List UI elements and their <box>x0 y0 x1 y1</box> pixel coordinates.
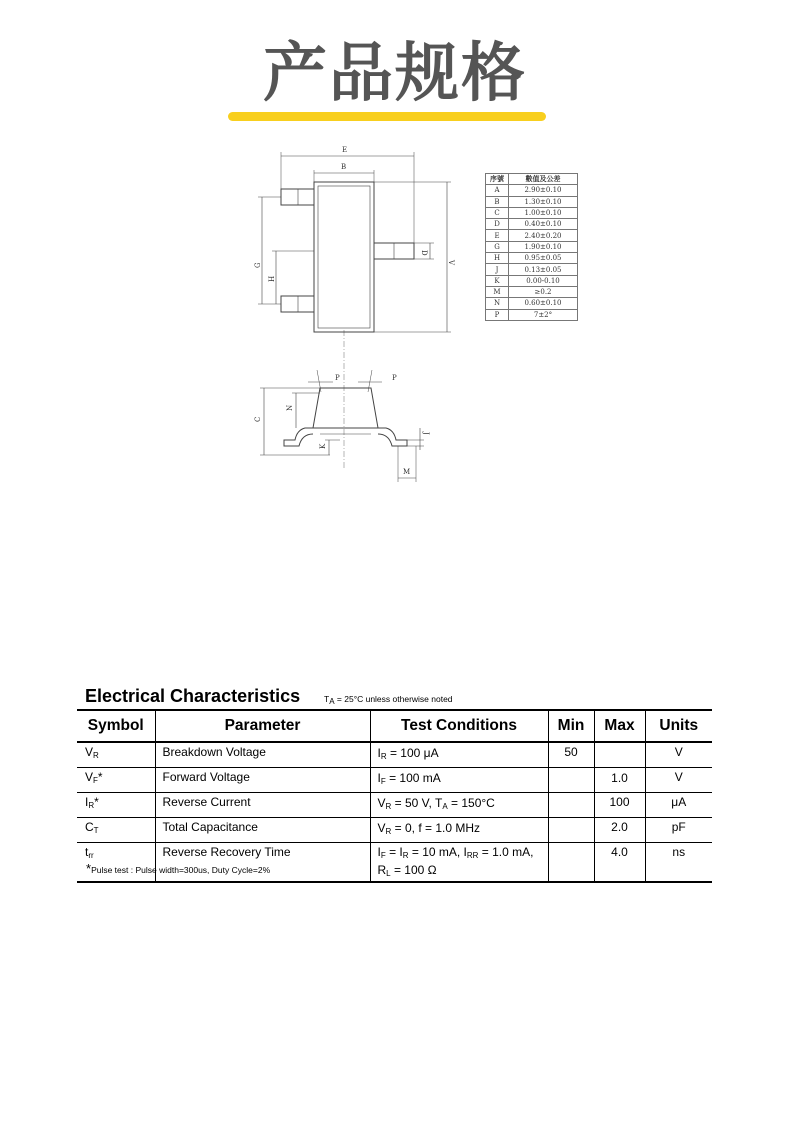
symbol-subscript: T <box>93 826 99 835</box>
symbol-letter: I <box>85 795 89 809</box>
dim-label-N: N <box>286 404 294 411</box>
package-body-top <box>314 182 374 332</box>
lead-side-right <box>378 428 407 446</box>
symbol-suffix: * <box>97 770 103 784</box>
lead-side-left <box>284 428 313 446</box>
dim-label-B: B <box>341 163 347 171</box>
symbol-cell <box>77 818 155 843</box>
table-row <box>486 207 578 218</box>
condition-text: = 50 V, T <box>391 796 443 810</box>
min-cell <box>548 818 594 843</box>
lead-left-bottom <box>281 296 314 312</box>
condition-var: I <box>377 771 381 785</box>
condition-subscript: F <box>380 777 386 786</box>
title-underline-bar <box>228 112 546 121</box>
package-body-side <box>313 388 378 428</box>
min-cell: 50 <box>548 742 594 768</box>
dim-label-D: D <box>420 250 428 256</box>
conditions-cell <box>370 843 548 883</box>
dim-label-H: H <box>268 275 276 282</box>
dimension-key: B <box>486 196 509 207</box>
dimension-key: G <box>486 241 509 252</box>
table-row <box>486 230 578 241</box>
header-parameter: Parameter <box>155 710 370 742</box>
max-cell: 100 <box>594 793 645 818</box>
parameter-cell: Total Capacitance <box>155 818 370 843</box>
dimension-key: A <box>486 185 509 196</box>
dimension-value: 1.30±0.10 <box>509 196 578 207</box>
condition-text: = I <box>385 845 403 859</box>
dim-label-P-left: P <box>335 374 340 382</box>
table-row <box>486 196 578 207</box>
conditions-cell <box>370 793 548 818</box>
dim-label-C: C <box>254 416 262 422</box>
condition-text: = 1.0 mA, <box>478 845 534 859</box>
dimension-value: 0.40±0.10 <box>509 219 578 230</box>
note-subscript: A <box>329 697 335 706</box>
symbol-letter: t <box>85 845 89 859</box>
dimension-value: 0.13±0.05 <box>509 264 578 275</box>
min-cell <box>548 843 594 883</box>
dim-label-K: K <box>319 443 327 449</box>
pulse-test-footnote <box>86 861 270 876</box>
dim-label-M: M <box>403 468 411 476</box>
dimension-value: 0.95±0.05 <box>509 253 578 264</box>
dimension-value: 7±2° <box>509 309 578 320</box>
min-cell <box>548 768 594 793</box>
max-cell: 1.0 <box>594 768 645 793</box>
table-row <box>77 793 712 818</box>
dimension-value: 2.90±0.10 <box>509 185 578 196</box>
condition-subscript: RR <box>466 851 479 860</box>
symbol-cell <box>77 793 155 818</box>
dimension-table <box>485 173 578 321</box>
table-row <box>486 185 578 196</box>
table-row <box>486 253 578 264</box>
electrical-characteristics-table <box>77 709 712 883</box>
units-cell: pF <box>645 818 712 843</box>
units-cell: μA <box>645 793 712 818</box>
symbol-suffix: * <box>94 795 99 809</box>
parameter-cell: Reverse Current <box>155 793 370 818</box>
condition-var: I <box>377 746 381 760</box>
dimension-value: 1.00±0.10 <box>509 207 578 218</box>
symbol-cell <box>77 768 155 793</box>
table-row <box>77 742 712 768</box>
units-cell: V <box>645 768 712 793</box>
condition-var: I <box>377 845 381 859</box>
conditions-cell <box>370 742 548 768</box>
condition-var: V <box>377 821 386 835</box>
footnote-text: Pulse test : Pulse width=300us, Duty Cycle=2% <box>91 865 271 875</box>
dimension-value: 0.00-0.10 <box>509 275 578 286</box>
condition-text: = 100 μA <box>386 746 439 760</box>
dimension-value: 1.90±0.10 <box>509 241 578 252</box>
electrical-characteristics-title: Electrical Characteristics <box>85 686 301 706</box>
dimension-value: 2.40±0.20 <box>509 230 578 241</box>
condition-var: R <box>377 863 387 877</box>
condition-text: = 150°C <box>447 796 495 810</box>
header-test-conditions: Test Conditions <box>370 710 548 742</box>
dimension-key: D <box>486 219 509 230</box>
conditions-cell <box>370 818 548 843</box>
table-row <box>486 264 578 275</box>
condition-text: = 0, f = 1.0 MHz <box>391 821 481 835</box>
table-row <box>486 298 578 309</box>
symbol-cell <box>77 742 155 768</box>
symbol-letter: C <box>85 820 94 834</box>
table-row <box>486 219 578 230</box>
max-cell: 2.0 <box>594 818 645 843</box>
page-title: 产品规格 <box>263 37 527 111</box>
table-row <box>77 818 712 843</box>
header-max: Max <box>594 710 645 742</box>
note-text: = 25°C unless otherwise noted <box>334 694 453 704</box>
package-body-inner <box>318 186 370 328</box>
dimension-key: P <box>486 309 509 320</box>
condition-var: V <box>377 796 386 810</box>
table-row <box>486 241 578 252</box>
temperature-note <box>324 694 453 706</box>
dimension-header-index: 序號 <box>486 174 509 185</box>
dim-label-E: E <box>342 146 348 154</box>
condition-subscript: L <box>386 869 391 878</box>
table-row <box>486 286 578 297</box>
max-cell: 4.0 <box>594 843 645 883</box>
dimension-header-value: 數值及公差 <box>509 174 578 185</box>
condition-text: = 100 Ω <box>390 863 437 877</box>
dim-label-J: J <box>422 432 430 435</box>
table-row <box>486 275 578 286</box>
parameter-cell: Reverse Recovery Time <box>155 843 370 883</box>
symbol-letter: V <box>85 745 94 759</box>
table-row <box>486 309 578 320</box>
symbol-subscript: R <box>88 801 95 810</box>
dim-label-P-right: P <box>392 374 397 382</box>
parameter-cell: Breakdown Voltage <box>155 742 370 768</box>
header-units: Units <box>645 710 712 742</box>
dimension-value: 0.60±0.10 <box>509 298 578 309</box>
table-header-row <box>77 710 712 742</box>
min-cell <box>548 793 594 818</box>
footnote-asterisk: * <box>86 861 92 876</box>
header-symbol: Symbol <box>77 710 155 742</box>
note-symbol: T <box>324 694 330 704</box>
dim-label-G: G <box>254 262 262 268</box>
parameter-cell: Forward Voltage <box>155 768 370 793</box>
units-cell: ns <box>645 843 712 883</box>
dim-label-V: V <box>447 260 455 266</box>
lead-left-top <box>281 189 314 205</box>
dimension-key: M <box>486 286 509 297</box>
symbol-letter: V <box>85 770 94 784</box>
dimension-key: J <box>486 264 509 275</box>
condition-subscript: R <box>380 752 387 761</box>
symbol-subscript: rr <box>88 851 94 860</box>
symbol-subscript: R <box>93 751 99 760</box>
dimension-key: C <box>486 207 509 218</box>
package-outline-drawing <box>0 130 790 490</box>
condition-subscript: F <box>380 851 386 860</box>
table-row <box>77 768 712 793</box>
condition-subscript: R <box>402 851 409 860</box>
dimension-key: N <box>486 298 509 309</box>
dimension-table-header <box>486 174 578 185</box>
condition-text: = 100 mA <box>385 771 441 785</box>
dimension-key: E <box>486 230 509 241</box>
dimension-value: ≥0.2 <box>509 286 578 297</box>
dimension-key: K <box>486 275 509 286</box>
condition-subscript: A <box>442 802 448 811</box>
symbol-subscript: F <box>93 776 98 785</box>
units-cell: V <box>645 742 712 768</box>
max-cell <box>594 742 645 768</box>
dimension-key: H <box>486 253 509 264</box>
condition-subscript: R <box>385 802 392 811</box>
conditions-cell <box>370 768 548 793</box>
condition-subscript: R <box>385 827 392 836</box>
header-min: Min <box>548 710 594 742</box>
condition-text: = 10 mA, I <box>408 845 467 859</box>
